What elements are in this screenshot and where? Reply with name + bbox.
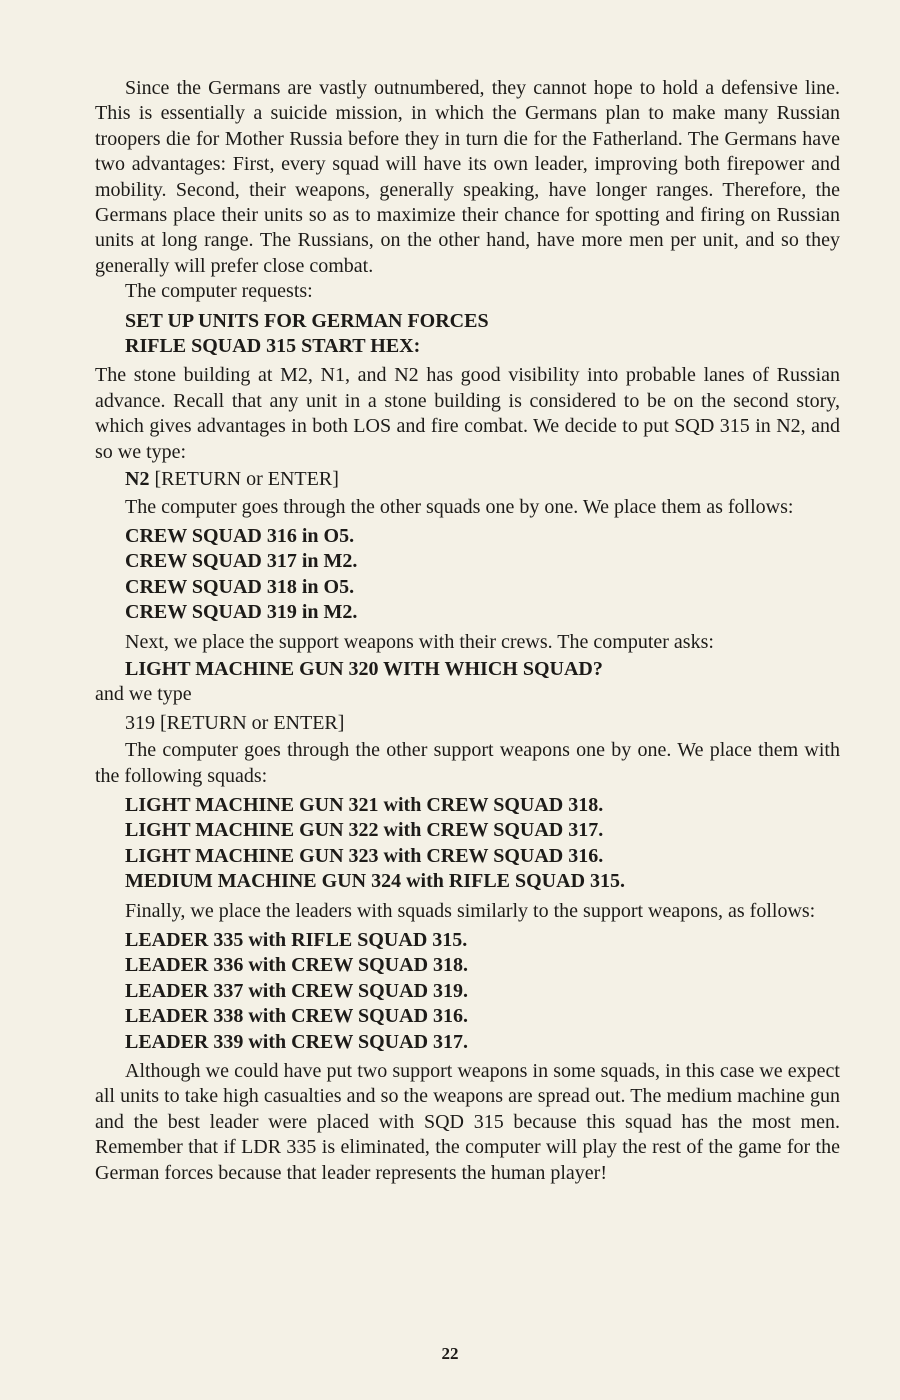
paragraph-and-we-type: and we type — [95, 683, 192, 706]
paragraph-other-support-weapons: The computer goes through the other support weapons one by one. We place them with the following squads: — [95, 739, 840, 787]
typed-319: 319 [RETURN or ENTER] — [125, 711, 345, 734]
prompt-setup-german: SET UP UNITS FOR GERMAN FORCES — [125, 309, 489, 332]
paragraph-support-weapons: Next, we place the support weapons with their crews. The computer asks: — [125, 630, 714, 653]
crew-squad-item: CREW SQUAD 316 in O5. — [125, 524, 355, 547]
paragraph-stone-building: The stone building at M2, N1, and N2 has good visibility into probable lanes of Russian advance. Recall that any unit in a stone building is considered to be on the second story, which gives advantages in both LOS and fire combat. We decide to put SQD 315 in N2, and so we type: — [95, 364, 840, 463]
leader-list — [95, 928, 840, 1055]
support-weapon-item: LIGHT MACHINE GUN 321 with CREW SQUAD 318. — [125, 793, 604, 816]
lmg-prompt-block — [95, 657, 840, 682]
crew-squad-item: CREW SQUAD 319 in M2. — [125, 601, 358, 624]
paragraph-leaders: Finally, we place the leaders with squads similarly to the support weapons, as follows: — [125, 899, 816, 922]
leader-item: LEADER 336 with CREW SQUAD 318. — [125, 954, 469, 977]
prompt-rifle-squad-start: RIFLE SQUAD 315 START HEX: — [125, 335, 421, 358]
paragraph-computer-requests: The computer requests: — [125, 280, 313, 303]
typed-n2 — [95, 467, 840, 492]
paragraph-conclusion: Although we could have put two support weapons in some squads, in this case we expect all units to take high casualties and so the weapons are spread out. The medium machine gun and the best leader were placed with SQD 315 because this squad has the most men. Remember that if LDR 335 is eliminated, the computer will play the rest of the game for the German forces because that leader represents the human player! — [95, 1060, 840, 1184]
setup-prompt-block — [95, 309, 840, 360]
support-weapon-item: LIGHT MACHINE GUN 322 with CREW SQUAD 317. — [125, 819, 604, 842]
typed-n2-hex: N2 — [125, 468, 150, 491]
prompt-lmg-which-squad: LIGHT MACHINE GUN 320 WITH WHICH SQUAD? — [125, 657, 603, 680]
leader-item: LEADER 335 with RIFLE SQUAD 315. — [125, 929, 468, 951]
page-number: 22 — [441, 1344, 459, 1363]
crew-squad-item: CREW SQUAD 317 in M2. — [125, 550, 358, 573]
leader-item: LEADER 339 with CREW SQUAD 317. — [125, 1030, 469, 1053]
support-weapon-item: MEDIUM MACHINE GUN 324 with RIFLE SQUAD 315. — [125, 870, 626, 893]
leader-item: LEADER 337 with CREW SQUAD 319. — [125, 979, 469, 1002]
typed-n2-return: [RETURN or ENTER] — [149, 468, 339, 491]
leader-item: LEADER 338 with CREW SQUAD 316. — [125, 1005, 469, 1028]
support-weapon-item: LIGHT MACHINE GUN 323 with CREW SQUAD 316. — [125, 844, 604, 867]
crew-squad-list — [95, 524, 840, 626]
crew-squad-item: CREW SQUAD 318 in O5. — [125, 575, 355, 598]
paragraph-other-squads: The computer goes through the other squads one by one. We place them as follows: — [125, 495, 794, 518]
support-weapon-list — [95, 793, 840, 895]
paragraph-german-strategy: Since the Germans are vastly outnumbered, they cannot hope to hold a defensive line. This is essentially a suicide mission, in which the Germans plan to make many Russian troopers die for Mother Russia before they in turn die for the Fatherland. The Germans have two advantages: First, every squad will have its own leader, improving both firepower and mobility. Second, their weapons, generally speaking, have longer ranges. Therefore, the Germans place their units so as to maximize their chance for spotting and firing on Russian units at long range. The Russians, on the other hand, have more men per unit, and so they generally will prefer close combat. — [95, 77, 840, 277]
